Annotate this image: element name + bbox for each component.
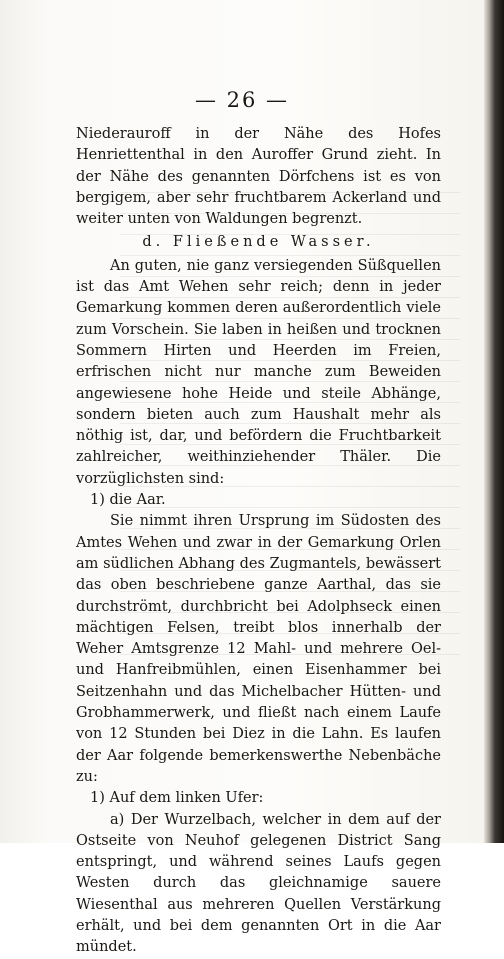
page-number: — 26 — xyxy=(194,88,290,112)
paragraph-intro: Niederauroff in der Nähe des Hofes Henriettenthal in den Auroffer Grund zieht. In der Nähe des genannten Dörfchens ist es von bergigem, aber sehr fruchtbarem Ackerland und weiter unten von Waldungen begrenzt. xyxy=(76,126,441,228)
list-item-left-bank: 1) Auf dem linken Ufer: xyxy=(90,790,264,807)
book-spine-edge xyxy=(484,0,504,843)
paragraph-aar: Sie nimmt ihren Ursprung im Südosten des Amtes Wehen und zwar in der Gemarkung Orlen am südlichen Abhang des Zugmantels, bewässert das oben beschriebene ganze Aarthal, das sie durchströmt, durchbricht bei Adolphseck einen mächtigen Felsen, treibt blos innerhalb der Weher Amtsgrenze 12 Mahl- und mehrere Oel- und Hanfreibmühlen, einen Eisenhammer bei Seitzenhahn und das Michelbacher Hütten- und Grobhammerwerk, und fließt nach einem Laufe von 12 Stunden bei Diez in die Lahn. Es laufen der Aar folgende bemerkenswerthe Nebenbäche zu: xyxy=(76,513,441,785)
paragraph-waters: An guten, nie ganz versiegenden Süßquellen ist das Amt Wehen sehr reich; denn in jeder Gemarkung kommen deren außerordentlich viele zum Vorschein. Sie laben in heißen und trocknen Sommern Hirten und Heerden im Freien, erfrischen nicht nur manche zum Beweiden angewiesene hohe Heide und steile Abhänge, sondern bieten auch zum Haushalt mehr als nöthig ist, dar, und befördern die Fruchtbarkeit zahlreicher, weithinziehender Thäler. Die vorzüglichsten sind: xyxy=(76,257,441,487)
paragraph-wurzelbach: a) Der Wurzelbach, welcher in dem auf der Ostseite von Neuhof gelegenen District Sang entspringt, und während seines Laufs gegen Westen durch das gleichnamige sauere Wiesenthal aus mehreren Quellen Verstärkung erhält, und bei dem genannten Ort in die Aar mündet. xyxy=(76,811,441,956)
page-body xyxy=(76,124,441,959)
list-item-aar: 1) die Aar. xyxy=(90,492,166,509)
section-heading: d. Fließende Wasser. xyxy=(142,234,375,251)
